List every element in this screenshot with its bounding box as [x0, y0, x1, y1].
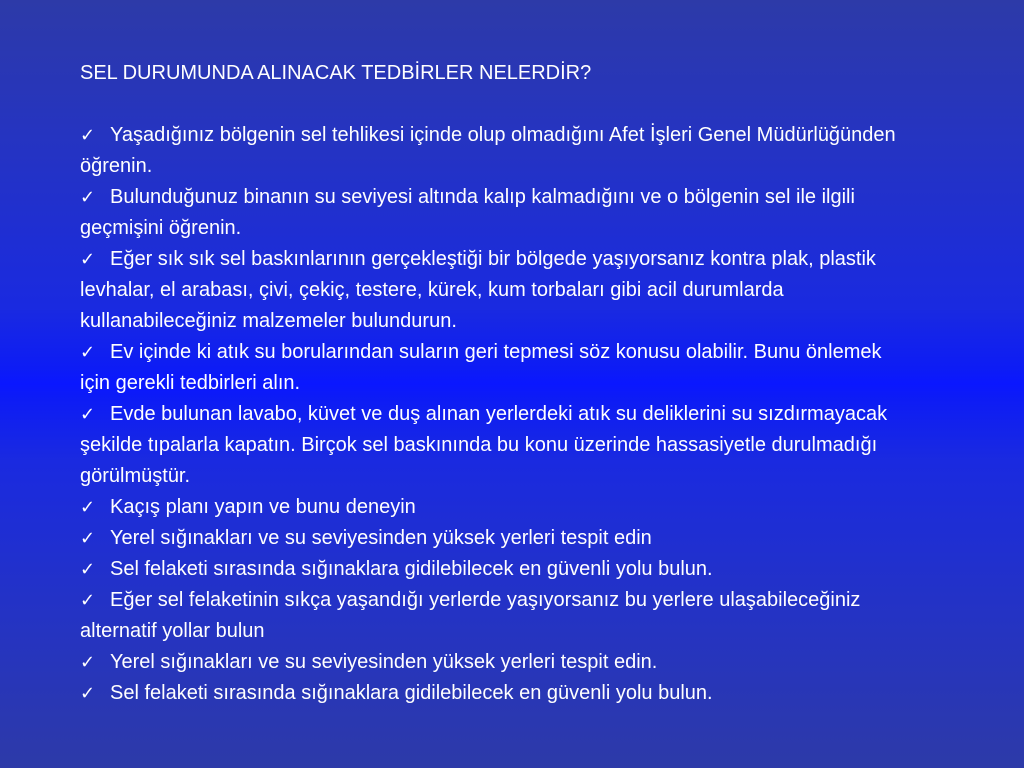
- list-item-text: Sel felaketi sırasında sığınaklara gidilebilecek en güvenli yolu bulun.: [110, 682, 713, 704]
- list-item-text: Eğer sık sık sel baskınlarının gerçekleştiği bir bölgede yaşıyorsanız kontra plak, plastik levhalar, el arabası, çivi, çekiç, testere, kürek, kum torbaları gibi acil durumlarda kullanabileceğiniz malzemeler bulundurun.: [80, 248, 876, 332]
- list-item: [80, 337, 910, 399]
- list-item-text: Sel felaketi sırasında sığınaklara gidilebilecek en güvenli yolu bulun.: [110, 558, 713, 580]
- list-item: [80, 554, 910, 585]
- checkmark-icon: ✓: [80, 342, 96, 363]
- checkmark-icon: ✓: [80, 404, 96, 425]
- checklist: [80, 120, 910, 709]
- checkmark-icon: ✓: [80, 187, 96, 208]
- checkmark-icon: ✓: [80, 559, 96, 580]
- list-item-text: Bulunduğunuz binanın su seviyesi altında kalıp kalmadığını ve o bölgenin sel ile ilgili geçmişini öğrenin.: [80, 186, 855, 239]
- list-item: [80, 585, 910, 647]
- list-item-text: Yerel sığınakları ve su seviyesinden yüksek yerleri tespit edin: [110, 527, 652, 549]
- list-item-text: Yaşadığınız bölgenin sel tehlikesi içinde olup olmadığını Afet İşleri Genel Müdürlüğünden öğrenin.: [80, 124, 896, 177]
- slide-content: [80, 58, 910, 709]
- list-item-text: Ev içinde ki atık su borularından suların geri tepmesi söz konusu olabilir. Bunu önlemek için gerekli tedbirleri alın.: [80, 341, 882, 394]
- list-item: [80, 120, 910, 182]
- list-item: [80, 244, 910, 337]
- checkmark-icon: ✓: [80, 249, 96, 270]
- checkmark-icon: ✓: [80, 125, 96, 146]
- checkmark-icon: ✓: [80, 652, 96, 673]
- list-item: [80, 399, 910, 492]
- list-item: [80, 492, 910, 523]
- list-item: [80, 647, 910, 678]
- list-item: [80, 182, 910, 244]
- list-item-text: Kaçış planı yapın ve bunu deneyin: [110, 496, 416, 518]
- list-item-text: Yerel sığınakları ve su seviyesinden yüksek yerleri tespit edin.: [110, 651, 658, 673]
- list-item-text: Eğer sel felaketinin sıkça yaşandığı yerlerde yaşıyorsanız bu yerlere ulaşabileceğiniz alternatif yollar bulun: [80, 589, 861, 642]
- list-item-text: Evde bulunan lavabo, küvet ve duş alınan yerlerdeki atık su deliklerini su sızdırmayacak şekilde tıpalarla kapatın. Birçok sel baskınında bu konu üzerinde hassasiyetle durulmadığı görülmüştür.: [80, 403, 888, 487]
- list-item: [80, 523, 910, 554]
- checkmark-icon: ✓: [80, 683, 96, 704]
- checkmark-icon: ✓: [80, 590, 96, 611]
- slide-title: SEL DURUMUNDA ALINACAK TEDBİRLER NELERDİR?: [80, 62, 592, 84]
- list-item: [80, 678, 910, 709]
- checkmark-icon: ✓: [80, 497, 96, 518]
- checkmark-icon: ✓: [80, 528, 96, 549]
